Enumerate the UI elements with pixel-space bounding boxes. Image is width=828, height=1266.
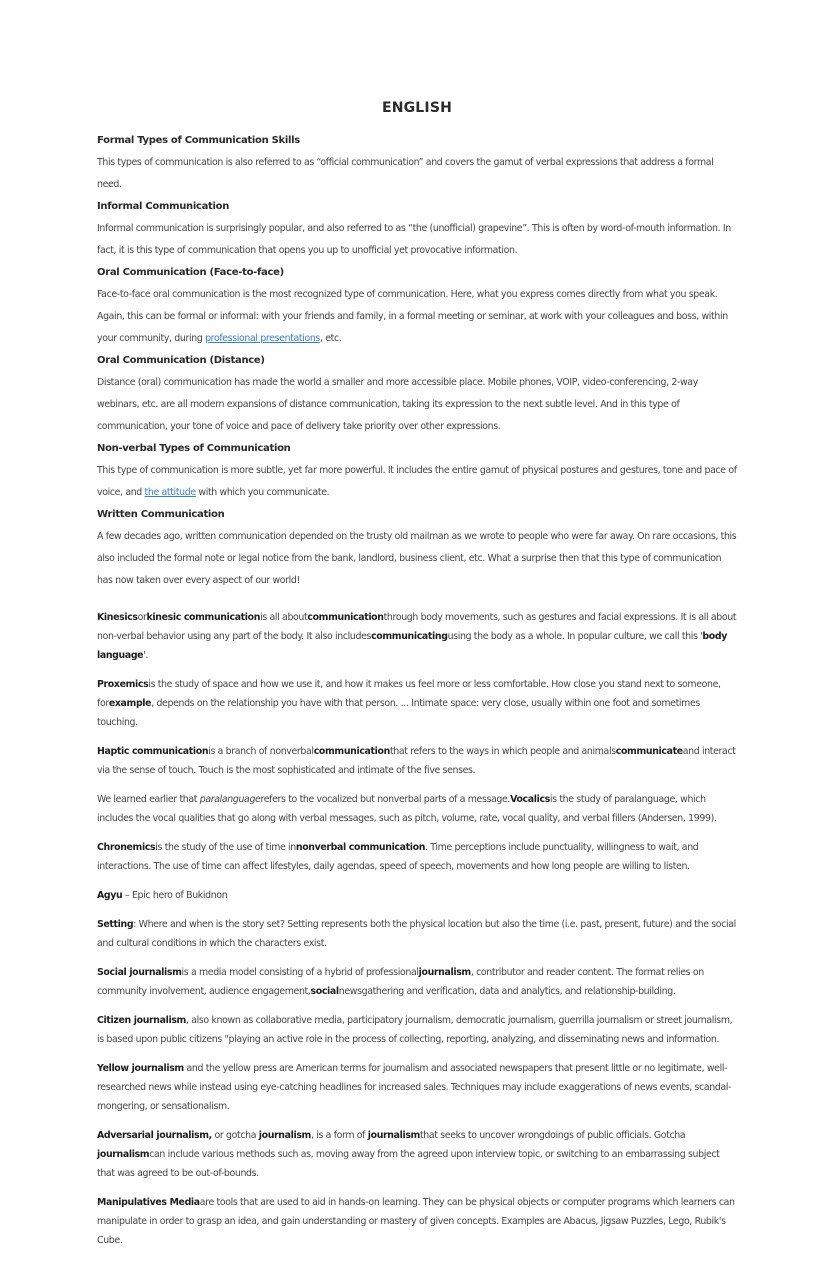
section-oral-face-to-face: [97, 262, 737, 350]
section-body: [97, 460, 737, 504]
term: Kinesics: [97, 612, 138, 623]
section-body: A few decades ago, written communication depended on the trusty old mailman as we wrote to people who were far away. On rare occasions, this also included the formal note or legal notice from the bank, landlord, business client, etc. What a surprise then that this type of communication has now taken over every aspect of our world!: [97, 531, 737, 586]
term: body language: [97, 631, 727, 661]
term: social: [310, 986, 339, 997]
section-heading: Formal Types of Communication Skills: [97, 135, 300, 146]
text: , also known as collaborative media, participatory journalism, democratic journalism, guerrilla journalism or street journalism, is based upon public citizens "playing an active role in the process of collecting, reporting, analyzing, and disseminating news and information.: [97, 1015, 733, 1045]
text: and interact via the sense of touch. Touch is the most sophisticated and intimate of the five senses.: [97, 746, 736, 776]
professional-presentations-link[interactable]: professional presentations: [205, 333, 320, 344]
text: through body movements, such as gestures and facial expressions. It is all about non-verbal behavior using any part of the body. It also includes: [97, 612, 737, 642]
term: Manipulatives Media: [97, 1197, 200, 1208]
text: . Time perceptions include punctuality, willingness to wait, and interactions. The use of time can affect lifestyles, daily agendas, speed of speech, movements and how long people are willing to listen.: [97, 842, 699, 872]
section-heading: Non-verbal Types of Communication: [97, 443, 291, 454]
definition-vocalics: [97, 790, 737, 828]
term: Citizen journalism: [97, 1015, 186, 1026]
section-body: Informal communication is surprisingly popular, and also referred to as “the (unofficial) grapevine”. This is often by word-of-mouth information. In fact, it is this type of communication that opens you up to unofficial yet provocative information.: [97, 223, 731, 256]
page-title: ENGLISH: [381, 100, 453, 116]
definition-setting: [97, 915, 737, 953]
definition-agyu: [97, 886, 737, 905]
body-text: , etc.: [319, 333, 342, 344]
term: Adversarial journalism,: [97, 1130, 212, 1141]
term: nonverbal communication: [295, 842, 426, 853]
section-formal: [97, 130, 737, 196]
term: communicating: [371, 631, 448, 642]
text: – Epic hero of Bukidnon: [122, 890, 228, 901]
text: : Where and when is the story set? Setting represents both the physical location but also the time (i.e. past, present, future) and the social and cultural conditions in which the characters exist.: [97, 919, 736, 949]
text: that refers to the ways in which people and animals: [389, 746, 616, 757]
definition-adversarial-journalism: [97, 1126, 737, 1183]
text: is the study of space and how we use it, and how it makes us feel more or less comfortable. How close you stand next to someone, for: [97, 679, 721, 709]
definition-chronemics: [97, 838, 737, 876]
section-body: [97, 284, 737, 350]
term: journalism: [97, 1149, 150, 1160]
text: or: [137, 612, 147, 623]
text: , depends on the relationship you have with that person. ... Intimate space: very close, usually within one foot and sometimes touching.: [97, 698, 700, 728]
text: is a branch of nonverbal: [208, 746, 314, 757]
text: is all about: [260, 612, 308, 623]
section-oral-distance: [97, 350, 737, 438]
text: using the body as a whole. In popular culture, we call this ': [447, 631, 703, 642]
term: Proxemics: [97, 679, 149, 690]
term: communication: [307, 612, 384, 623]
text: , is a form of: [310, 1130, 368, 1141]
definition-yellow-journalism: [97, 1059, 737, 1116]
text: refers to the vocalized but nonverbal parts of a message.: [260, 794, 511, 805]
text: is a media model consisting of a hybrid of professional: [181, 967, 419, 978]
definition-kinesics: [97, 608, 737, 665]
section-body: Distance (oral) communication has made the world a smaller and more accessible place. Mobile phones, VOIP, video-conferencing, 2-way webinars, etc. are all modern expansions of distance communication, taking its expression to the next subtle level. And in this type of communication, your tone of voice and pace of delivery take priority over other expressions.: [97, 377, 698, 432]
spacer: [97, 592, 737, 598]
body-text: This type of communication is more subtle, yet far more powerful. It includes the entire gamut of physical postures and gestures, tone and pace of voice, and: [97, 465, 737, 498]
term: Chronemics: [97, 842, 156, 853]
term: journalism: [367, 1130, 420, 1141]
term: Vocalics: [510, 794, 550, 805]
term: journalism: [418, 967, 471, 978]
the-attitude-link[interactable]: the attitude: [144, 487, 196, 498]
term: journalism: [258, 1130, 311, 1141]
section-heading: Informal Communication: [97, 201, 230, 212]
definition-social-journalism: [97, 963, 737, 1001]
document-page: [97, 100, 737, 1259]
text: are tools that are used to aid in hands-on learning. They can be physical objects or computer programs which learners can manipulate in order to grasp an idea, and gain understanding or mastery of given concepts. Examples are Abacus, Jigsaw Puzzles, Lego, Rubik's Cube.: [97, 1197, 735, 1246]
section-heading: Oral Communication (Distance): [97, 355, 265, 366]
text: is the study of the use of time in: [155, 842, 296, 853]
text: and the yellow press are American terms for journalism and associated newspapers that present little or no legitimate, well-researched news while instead using eye-catching headlines for increased sales. Techniques may include exaggerations of news events, scandal-mongering, or sensationalism.: [97, 1063, 732, 1112]
section-body: This types of communication is also referred to as “official communication” and covers the gamut of verbal expressions that address a formal need.: [97, 157, 714, 190]
text: newsgathering and verification, data and analytics, and relationship-building.: [338, 986, 676, 997]
term: communicate: [615, 746, 683, 757]
term: example: [108, 698, 152, 709]
definition-proxemics: [97, 675, 737, 732]
text: that seeks to uncover wrongdoings of public officials. Gotcha: [419, 1130, 686, 1141]
term: Yellow journalism: [97, 1063, 184, 1074]
text: We learned earlier that: [97, 794, 200, 805]
text: , contributor and reader content. The format relies on community involvement, audience engagement,: [97, 967, 704, 997]
term: kinesic communication: [146, 612, 261, 623]
term: Agyu: [97, 890, 123, 901]
definition-manipulatives-media: [97, 1193, 737, 1250]
definition-haptic: [97, 742, 737, 780]
text: can include various methods such as, moving away from the agreed upon interview topic, or switching to an embarrassing subject that was agreed to be out-of-bounds.: [97, 1149, 720, 1179]
section-informal: [97, 196, 737, 262]
body-text: with which you communicate.: [195, 487, 330, 498]
section-heading: Oral Communication (Face-to-face): [97, 267, 284, 278]
definition-citizen-journalism: [97, 1011, 737, 1049]
section-written: [97, 504, 737, 592]
body-text: Face-to-face oral communication is the most recognized type of communication. Here, what you express comes directly from what you speak. Again, this can be formal or informal: with your friends and family, in a formal meeting or seminar, at work with your colleagues and boss, within your community, during: [97, 289, 728, 344]
section-heading: Written Communication: [97, 509, 225, 520]
section-non-verbal: [97, 438, 737, 504]
text: is the study of paralanguage, which includes the vocal qualities that go along with verbal messages, such as pitch, volume, rate, vocal quality, and verbal fillers (Andersen, 1999).: [97, 794, 717, 824]
term: Social journalism: [97, 967, 182, 978]
term: communication: [313, 746, 390, 757]
term: Setting: [97, 919, 134, 930]
term-italic: paralanguage: [199, 794, 261, 805]
text: '.: [143, 650, 149, 661]
text: or gotcha: [211, 1130, 259, 1141]
term: Haptic communication: [97, 746, 209, 757]
